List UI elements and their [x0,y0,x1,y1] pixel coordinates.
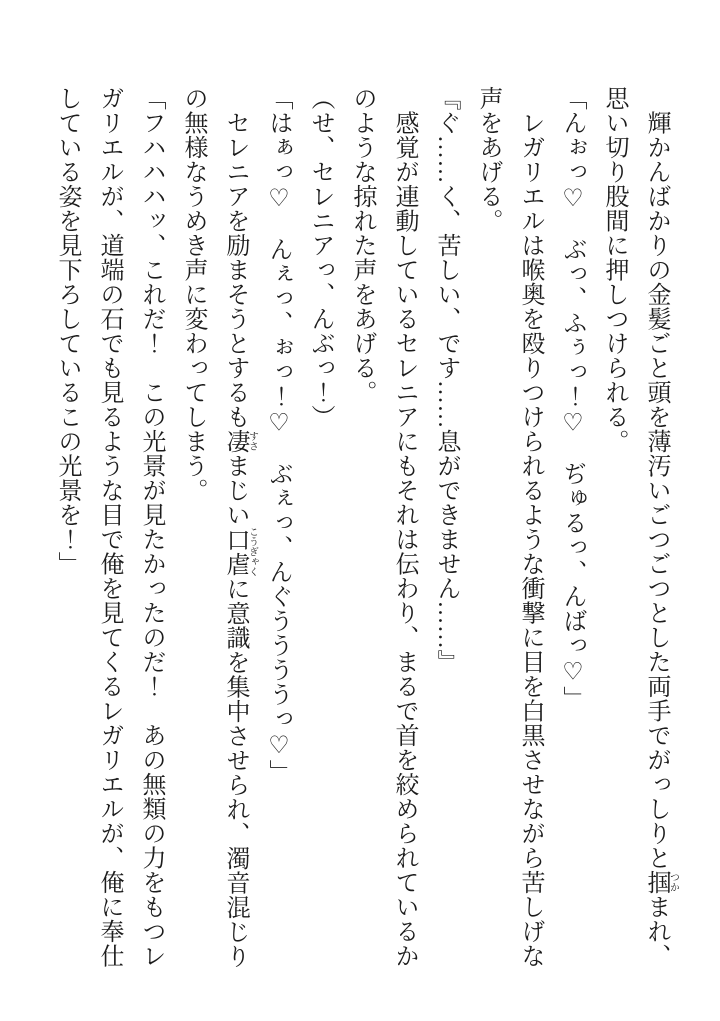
dialogue-line-1: 「んぉっ♡ ぶっ、ふぅっ！♡ ぢゅるっ、んばっ♡」 [559,86,585,711]
narrative-line-7: セレニアを励まそうとするも凄すさまじい口虐こうぎゃくに意識を集中させられ、濁音混じり [222,86,258,969]
narrative-line-4: 声をあげる。 [475,86,501,233]
ruby-annotated-word: 凄すさ [222,429,258,454]
dialogue-line-2: 『ぐ……く、苦しい、です……息ができません……』 [433,86,459,674]
heart-symbol: ♡ [265,184,291,213]
narrative-line-2: 思い切り股間に押しつけられる。 [601,86,627,454]
novel-page-text-block [46,86,679,969]
narrative-line-8: の無様なうめき声に変わってしまう。 [180,86,206,503]
ruby-annotated-word: 掴つか [643,870,679,895]
heart-symbol: ♡ [559,657,585,686]
heart-symbol: ♡ [265,731,291,760]
narrative-line-1: 輝かんばかりの金髪ごと頭を薄汚いごつごつとした両手でがっしりと掴つかまれ、 [643,86,679,968]
dialogue-line-5: ガリエルが、道端の石でも見るような目で俺を見てくるレガリエルが、俺に奉仕 [96,86,122,968]
heart-symbol: ♡ [559,408,585,437]
ruby-annotated-word: 口虐こうぎゃく [222,526,258,577]
dialogue-line-3: 「はぁっ♡ んぇっ、ぉっ！♡ ぶぇっ、んぐううううっ♡」 [265,86,291,784]
dialogue-line-4: 「フハハハッ、これだ！ この光景が見たかったのだ！ あの無類の力をもつレ [138,86,164,968]
dialogue-line-6: している姿を見下ろしているこの光景を！」 [54,86,80,576]
narrative-line-3: レガリエルは喉奥を殴りつけられるような衝撃に目を白黒させながら苦しげな [517,86,543,968]
heart-symbol: ♡ [265,408,291,437]
thought-line-1: （せ、セレニアっ、んぶっ！） [307,86,333,429]
narrative-line-6: のような掠れた声をあげる。 [349,86,375,405]
narrative-line-5: 感覚が連動しているセレニアにもそれは伝わり、まるで首を絞められているか [391,86,417,968]
heart-symbol: ♡ [559,184,585,213]
